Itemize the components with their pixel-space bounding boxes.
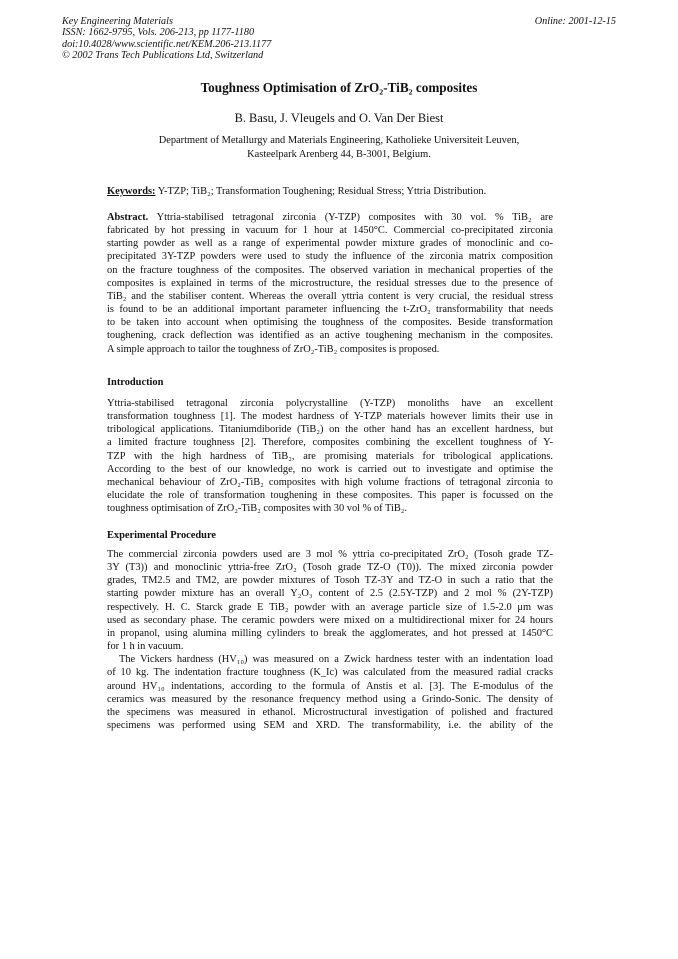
experimental-line: of 10 kg. The indentation fracture toughness (K_Ic) was calculated from the measured radial cracks (107, 667, 553, 679)
keywords (107, 186, 486, 197)
experimental-line: starting powder mixture has an overall Y₂O₃ content of 2.5 (2.5Y-TZP) and 2 mol % (2Y-TZP) (107, 588, 553, 600)
abstract-line: is found to be an additional important parameter influencing the t-ZrO₂ transformability that needs (107, 304, 553, 316)
abstract (107, 211, 553, 356)
abstract-line: to be taken into account when optimising the toughness of the composites. Beside transformation (107, 317, 553, 329)
affiliation (0, 134, 678, 161)
keywords-label: Keywords: (107, 186, 156, 197)
experimental-line: The Vickers hardness (HV₁₀) was measured on a Zwick hardness tester with an indentation load (119, 654, 553, 666)
experimental-body (107, 548, 553, 732)
introduction-line: TZP with the high hardness of TiB₂, are promising materials for tribological applications. (107, 450, 553, 462)
keywords-text: Y-TZP; TiB₂; Transformation Toughening; Residual Stress; Yttria Distribution. (155, 186, 487, 197)
copyright-line: © 2002 Trans Tech Publications Ltd, Switzerland (62, 50, 264, 62)
abstract-line: A simple approach to tailor the toughness of ZrO₂-TiB₂ composites is proposed. (107, 343, 440, 355)
introduction-line: According to the best of our knowledge, no work is carried out to investigate and optimise the (107, 463, 553, 475)
abstract-line: toughening, crack deflection was identified as an active toughening mechanism in the composites. (107, 330, 553, 342)
paper-title: Toughness Optimisation of ZrO₂-TiB₂ composites (200, 80, 478, 95)
experimental-line: the specimens was measured in ethanol. Microstructural investigation of polished and fractured (107, 706, 553, 718)
introduction-line: toughness optimisation of ZrO₂-TiB₂ composites with 30 vol % of TiB₂. (107, 503, 407, 515)
experimental-line: grades, TM2.5 and TM2, are powder mixtures of Tosoh TZ-3Y and TZ-O in such a ratio that the (107, 575, 553, 587)
abstract-label: Abstract. (107, 212, 149, 223)
affiliation-line: Kasteelpark Arenberg 44, B-3001, Belgium. (247, 148, 431, 160)
doi-line: doi:10.4028/www.scientific.net/KEM.206-213.1177 (62, 38, 272, 50)
journal-name: Key Engineering Materials (62, 16, 173, 27)
experimental-line: around HV₁₀ indentations, according to the formula of Anstis et al. [3]. The E-modulus of the (107, 680, 553, 692)
abstract-line-text: Yttria-stabilised tetragonal zirconia (Y-TZP) composites with 30 vol. % TiB₂ are (148, 212, 553, 223)
abstract-line: TiB₂ and the stabiliser content. Whereas the overall yttria content is very crucial, the residual stress (107, 290, 553, 302)
introduction-line: mechanical behaviour of ZrO₂-TiB₂ composites with high volume fractions of tetragonal zirconia to (107, 476, 553, 488)
online-date: Online: 2001-12-15 (534, 16, 616, 27)
journal-header (62, 16, 271, 62)
abstract-line (107, 211, 553, 224)
abstract-line: on the fracture toughness of the composites. The observed variation in mechanical properties of the (107, 264, 553, 276)
introduction-line: a limited fracture toughness [2]. Therefore, composites combining the excellent toughness of Y- (107, 437, 553, 449)
abstract-line: composites is explained in terms of the microstructure, the residual stresses due to the presence of (107, 277, 553, 289)
introduction-line: transformation toughness [1]. The modest hardness of Y-TZP materials however limits their use in (107, 411, 553, 423)
introduction-line: elucidate the role of transformation toughening in these composites. This paper is focussed on the (107, 490, 553, 502)
introduction-line: tribological applications. Titaniumdiboride (TiB₂) on the other hand has an excellent hardness, but (107, 424, 553, 436)
abstract-line: starting powder as well as a range of experimental powder mixture grades of monoclinic and co- (107, 238, 553, 250)
experimental-line: for 1 h in vacuum. (107, 641, 184, 653)
introduction-body (107, 397, 553, 515)
introduction-line: Yttria-stabilised tetragonal zirconia polycrystalline (Y-TZP) monoliths have an excellent (107, 398, 553, 409)
experimental-line: specimens was performed using SEM and XRD. The transformability, i.e. the ability of the (107, 720, 553, 732)
experimental-heading: Experimental Procedure (107, 530, 216, 541)
issn-line: ISSN: 1662-9795, Vols. 206-213, pp 1177-1180 (62, 27, 255, 39)
paper-authors: B. Basu, J. Vleugels and O. Van Der Biest (234, 111, 444, 125)
abstract-line: fabricated by hot pressing in vacuum for 1 hour at 1450°C. Commercial co-precipitated zirconia (107, 225, 553, 237)
abstract-line: precipitated 3Y-TZP powders were used to study the influence of the zirconia matrix composition (107, 251, 553, 263)
affiliation-line: Department of Metallurgy and Materials Engineering, Katholieke Universiteit Leuven, (158, 135, 520, 146)
experimental-line: respectively. H. C. Starck grade E TiB₂ powder with an average particle size of 1.5-2.0 μm was (107, 601, 553, 613)
experimental-line: ceramics was measured by the resonance frequency method using a Grindo-Sonic. The density of (107, 693, 553, 705)
experimental-line: in propanol, using alumina milling cylinders to break the agglomerates, and hot pressed at 1450°C (107, 627, 553, 639)
introduction-heading: Introduction (107, 377, 164, 388)
experimental-line: 3Y (T3)) and monoclinic yttria-free ZrO₂ (Tosoh grade TZ-O (T0)). The mixed zirconia powder (107, 562, 553, 574)
experimental-line: The commercial zirconia powders used are 3 mol % yttria co-precipitated ZrO₂ (Tosoh grade TZ- (107, 549, 553, 560)
experimental-line: used as secondary phase. The ceramic powders were mixed on a multidirectional mixer for 24 hours (107, 614, 553, 626)
